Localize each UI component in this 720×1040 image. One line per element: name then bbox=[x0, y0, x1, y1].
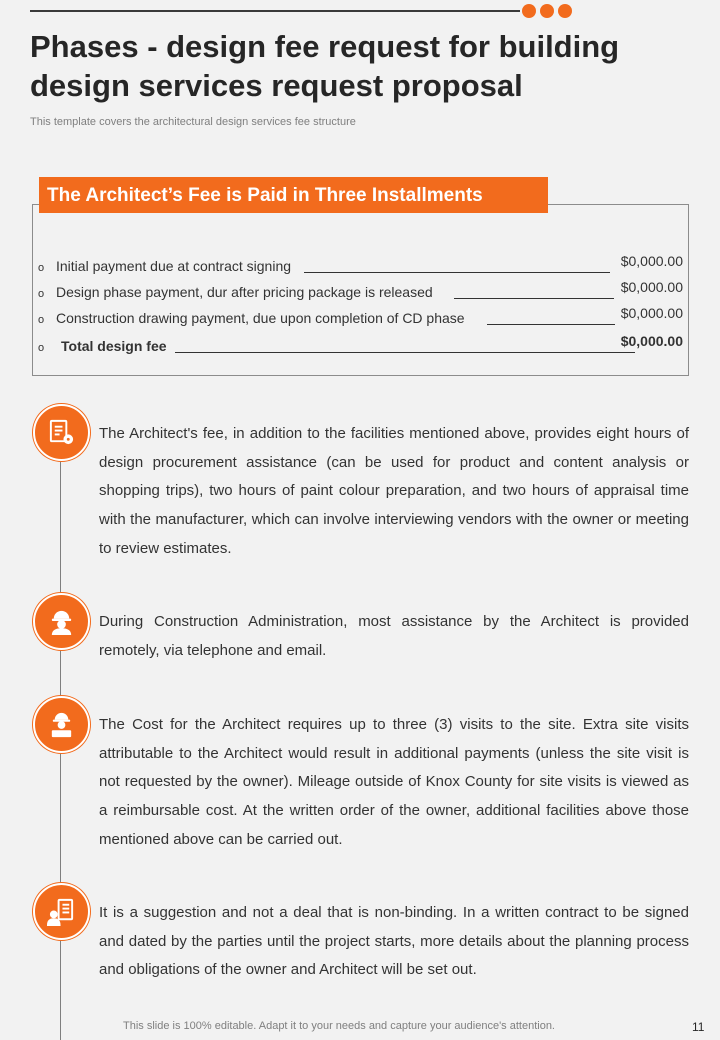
item-text: The Architect's fee, in addition to the facilities mentioned above, provides eight hours of design procurement assistance (can be used for product and content analysis or shopping trips), two hours of paint colour preparation, and two hours of appraisal time with the manufacturer, which can involve interviewing vendors with the owner or meeting to review estimates. bbox=[99, 425, 689, 557]
bullet-icon: o bbox=[38, 342, 45, 354]
worker-hardhat-icon bbox=[33, 593, 90, 650]
fee-heading: The Architect’s Fee is Paid in Three Installments bbox=[39, 177, 548, 213]
bullet-icon: o bbox=[38, 314, 45, 326]
worker-laptop-icon bbox=[33, 696, 90, 753]
fee-amount: $0,000.00 bbox=[620, 333, 683, 349]
fee-label: Total design fee bbox=[61, 338, 167, 354]
page-title: Phases - design fee request for building design services request proposal bbox=[30, 29, 620, 103]
fee-label: Initial payment due at contract signing bbox=[56, 258, 292, 274]
item-text: During Construction Administration, most assistance by the Architect is provided remotely, via telephone and email. bbox=[99, 613, 689, 659]
item-text: It is a suggestion and not a deal that is non-binding. In a written contract to be signed and dated by the parties until the project starts, more details about the planning process and obligations of the owner and Architect will be set out. bbox=[99, 904, 689, 979]
fee-amount: $0,000.00 bbox=[620, 253, 683, 269]
fee-label: Construction drawing payment, due upon completion of CD phase bbox=[56, 310, 465, 326]
document-gear-icon bbox=[33, 404, 90, 461]
fill-line bbox=[175, 352, 635, 353]
fill-line bbox=[304, 272, 610, 273]
fee-row-total bbox=[38, 333, 686, 360]
footer-note: This slide is 100% editable. Adapt it to your needs and capture your audience's attention. bbox=[123, 1020, 555, 1032]
bullet-icon: o bbox=[38, 288, 45, 300]
fee-row bbox=[38, 253, 686, 280]
fee-amount: $0,000.00 bbox=[620, 279, 683, 295]
bullet-icon: o bbox=[38, 262, 45, 274]
decorative-dot bbox=[558, 4, 572, 18]
page-subtitle: This template covers the architectural design services fee structure bbox=[30, 116, 356, 128]
fee-row bbox=[38, 279, 686, 306]
item-text: The Cost for the Architect requires up to three (3) visits to the site. Extra site visits attributable to the Architect would result in additional payments (unless the site visit is not requested by the owner). Mileage outside of Knox County for site visits is viewed as a reimbursable cost. At the written order of the owner, additional facilities above those mentioned above can be carried out. bbox=[99, 716, 689, 848]
decorative-dot bbox=[540, 4, 554, 18]
fill-line bbox=[487, 324, 615, 325]
header-rule bbox=[30, 10, 520, 12]
fee-amount: $0,000.00 bbox=[620, 305, 683, 321]
person-checklist-icon bbox=[33, 883, 90, 940]
fee-row bbox=[38, 305, 686, 332]
fill-line bbox=[454, 298, 614, 299]
decorative-dot bbox=[522, 4, 536, 18]
fee-label: Design phase payment, dur after pricing package is released bbox=[56, 284, 433, 300]
page-number: 11 bbox=[692, 1020, 705, 1034]
